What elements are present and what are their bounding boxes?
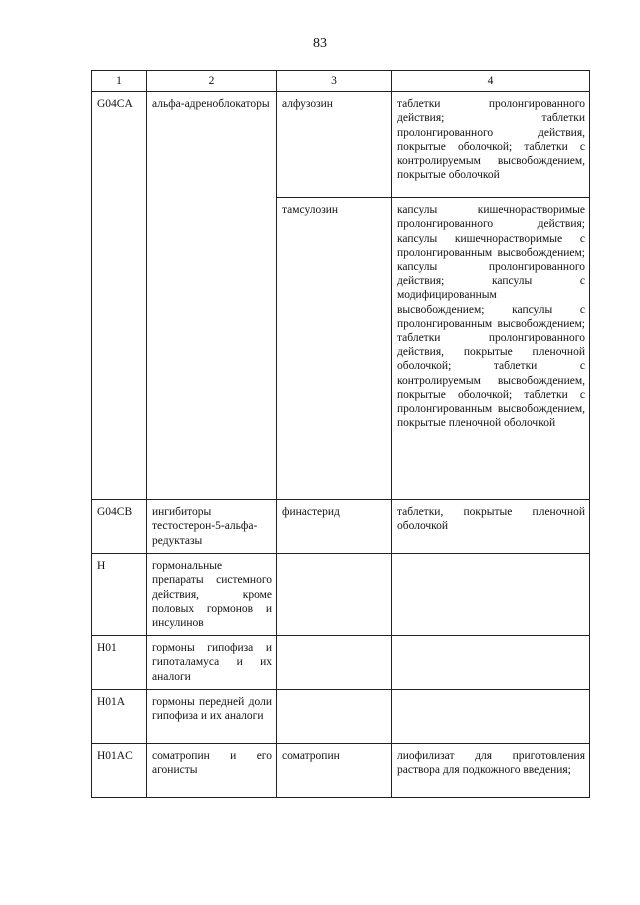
table-row	[92, 554, 590, 636]
drug-table	[91, 70, 590, 798]
dosage-forms	[392, 636, 590, 690]
group-name: гормоны передней доли гипофиза и их аналоги	[147, 690, 277, 744]
page-number: 83	[313, 36, 327, 51]
drug-name	[277, 690, 392, 744]
atc-code: H01	[92, 636, 147, 690]
drug-name: алфузозин	[277, 92, 392, 198]
group-name: соматропин и его агонисты	[147, 744, 277, 798]
group-name: гормональные препараты системного действия, кроме половых гормонов и инсулинов	[147, 554, 277, 636]
table-row	[92, 744, 590, 798]
table-row	[92, 690, 590, 744]
drug-name: тамсулозин	[277, 198, 392, 500]
dosage-forms: лиофилизат для приготовления раствора для подкожного введения;	[392, 744, 590, 798]
header-col-4: 4	[392, 71, 590, 92]
table-row	[92, 636, 590, 690]
header-col-2: 2	[147, 71, 277, 92]
header-col-3: 3	[277, 71, 392, 92]
group-name: гормоны гипофиза и гипоталамуса и их аналоги	[147, 636, 277, 690]
atc-code: H01AC	[92, 744, 147, 798]
drug-name: соматропин	[277, 744, 392, 798]
atc-code: H01A	[92, 690, 147, 744]
dosage-forms	[392, 690, 590, 744]
drug-name	[277, 636, 392, 690]
atc-code: G04CB	[92, 500, 147, 554]
dosage-forms: таблетки пролонгированного действия; таблетки пролонгированного действия, покрытые оболочкой; таблетки с контролируемым высвобождением, покрытые оболочкой	[392, 92, 590, 198]
dosage-forms	[392, 554, 590, 636]
atc-code: G04CA	[92, 92, 147, 500]
dosage-forms: капсулы кишечнорастворимые пролонгированного действия; капсулы кишечнорастворимые с пролонгированным высвобождением; капсулы пролонгированного действия; капсулы с модифицированным высвобождением; капсулы с пролонгированным высвобождением; таблетки пролонгированного действия, покрытые пленочной оболочкой; таблетки с контролируемым высвобождением, покрытые оболочкой; таблетки с пролонгированным высвобождением, покрытые пленочной оболочкой	[392, 198, 590, 500]
table-header-row	[92, 71, 590, 92]
atc-code: H	[92, 554, 147, 636]
dosage-forms: таблетки, покрытые пленочной оболочкой	[392, 500, 590, 554]
drug-name: финастерид	[277, 500, 392, 554]
table-row	[92, 92, 590, 198]
table-row	[92, 500, 590, 554]
drug-name	[277, 554, 392, 636]
group-name: ингибиторы тестостерон-5-альфа-редуктазы	[147, 500, 277, 554]
group-name: альфа-адреноблокаторы	[147, 92, 277, 500]
header-col-1: 1	[92, 71, 147, 92]
